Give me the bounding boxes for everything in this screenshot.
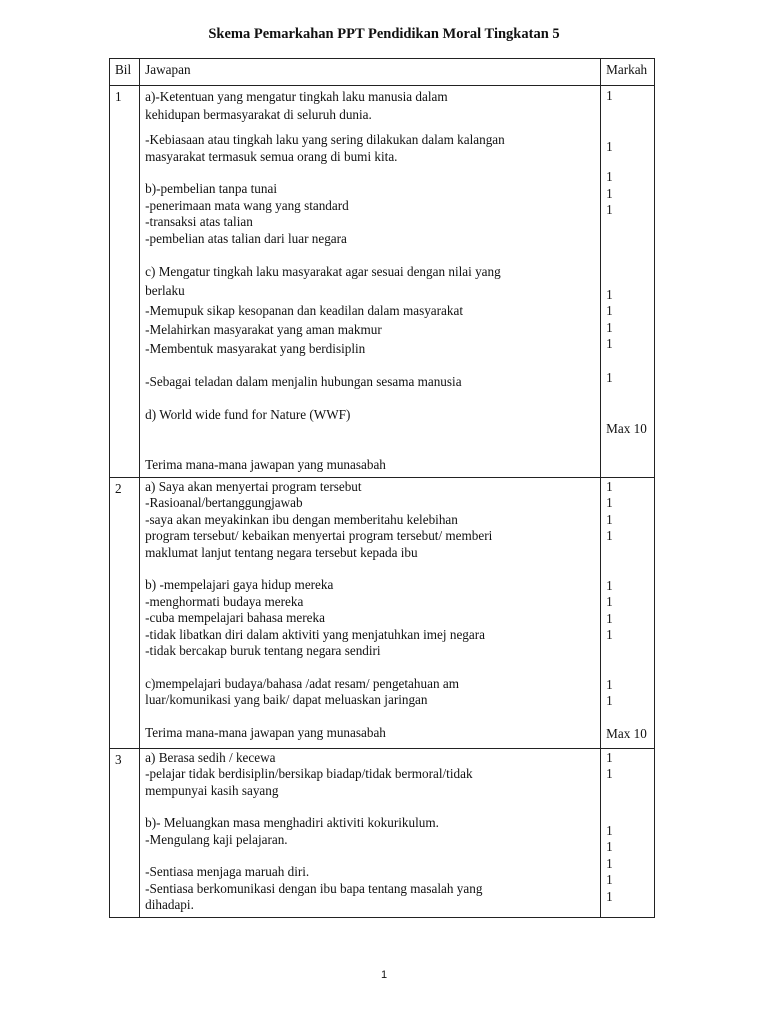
- marks-cell: [601, 86, 655, 478]
- answer-line: -tidak libatkan diri dalam aktiviti yang menjatuhkan imej negara: [145, 626, 485, 642]
- answer-line: program tersebut/ kebaikan menyertai program tersebut/ memberi: [145, 528, 493, 543]
- row-number: 1: [110, 86, 140, 478]
- mark-value: 1: [606, 594, 613, 609]
- answer-line: d) World wide fund for Nature (WWF): [145, 406, 351, 422]
- answer-line: masyarakat termasuk semua orang di bumi kita.: [145, 148, 398, 164]
- answer-line: a) Berasa sedih / kecewa: [145, 749, 276, 765]
- header-jawapan: Jawapan: [140, 59, 601, 86]
- mark-value: 1: [606, 303, 613, 318]
- mark-value: 1: [606, 286, 613, 302]
- answer-line: berlaku: [145, 283, 185, 298]
- answer-line: dihadapi.: [145, 897, 194, 912]
- answer-line: -Mengulang kaji pelajaran.: [145, 831, 288, 847]
- max-mark: Max 10: [606, 725, 647, 741]
- mark-value: 1: [606, 369, 613, 385]
- mark-value: 1: [606, 676, 613, 692]
- answer-line: -pelajar tidak berdisiplin/bersikap biadap/tidak bermoral/tidak: [145, 766, 473, 781]
- answer-line: -Memupuk sikap kesopanan dan keadilan dalam masyarakat: [145, 303, 464, 318]
- header-markah: Markah: [601, 59, 655, 86]
- mark-value: 1: [606, 855, 613, 871]
- marking-scheme-table: [109, 58, 655, 918]
- mark-value: 1: [606, 872, 613, 887]
- answer-line: kehidupan bermasyarakat di seluruh dunia.: [145, 107, 372, 122]
- answer-line: -Membentuk masyarakat yang berdisiplin: [145, 341, 366, 356]
- table-row-question-2: [110, 477, 655, 748]
- mark-value: 1: [606, 185, 613, 201]
- table-row-question-1: [110, 86, 655, 478]
- mark-value: 1: [606, 610, 613, 626]
- answer-line: b)- Meluangkan masa menghadiri aktiviti kokurikulum.: [145, 815, 439, 830]
- table-header-row: [110, 59, 655, 86]
- mark-value: 1: [606, 478, 613, 494]
- answer-line: -Kebiasaan atau tingkah laku yang sering dilakukan dalam kalangan: [145, 132, 505, 147]
- answer-line: a) Saya akan menyertai program tersebut: [145, 478, 362, 494]
- table-row-question-3: [110, 748, 655, 917]
- mark-value: 1: [606, 138, 613, 154]
- mark-value: 1: [606, 88, 613, 103]
- page-number: 1: [380, 969, 388, 981]
- answer-line: b)-pembelian tanpa tunai: [145, 181, 277, 196]
- header-bil: Bil: [110, 59, 140, 86]
- answer-line: c)mempelajari budaya/bahasa /adat resam/ pengetahuan am: [145, 675, 459, 691]
- answer-line: Terima mana-mana jawapan yang munasabah: [145, 724, 386, 740]
- answer-line: luar/komunikasi yang baik/ dapat meluaskan jaringan: [145, 692, 428, 707]
- marks-cell: [601, 748, 655, 917]
- answer-line: c) Mengatur tingkah laku masyarakat agar sesuai dengan nilai yang: [145, 264, 501, 279]
- mark-value: 1: [606, 577, 613, 593]
- mark-value: 1: [606, 169, 613, 184]
- answer-line: -cuba mempelajari bahasa mereka: [145, 610, 325, 625]
- mark-value: 1: [606, 495, 613, 510]
- mark-value: 1: [606, 319, 613, 335]
- mark-value: 1: [606, 336, 613, 351]
- mark-value: 1: [606, 202, 613, 217]
- answer-line: -Melahirkan masyarakat yang aman makmur: [145, 322, 382, 337]
- max-mark: Max 10: [606, 421, 647, 436]
- answer-cell: [140, 748, 601, 917]
- answer-line: -Sentiasa berkomunikasi dengan ibu bapa tentang masalah yang: [145, 880, 483, 896]
- answer-line: -transaksi atas talian: [145, 214, 253, 229]
- marks-cell: [601, 477, 655, 748]
- mark-value: 1: [606, 888, 613, 904]
- answer-line: mempunyai kasih sayang: [145, 782, 279, 798]
- answer-line: -pembelian atas talian dari luar negara: [145, 230, 347, 246]
- answer-line: -Rasioanal/bertanggungjawab: [145, 495, 303, 510]
- mark-value: 1: [606, 511, 613, 527]
- mark-value: 1: [606, 839, 613, 854]
- row-number: 2: [110, 477, 140, 748]
- answer-line: -penerimaan mata wang yang standard: [145, 197, 349, 213]
- mark-value: 1: [606, 749, 613, 765]
- mark-value: 1: [606, 822, 613, 838]
- answer-line: -Sentiasa menjaga maruah diri.: [145, 864, 310, 879]
- mark-value: 1: [606, 627, 613, 642]
- mark-value: 1: [606, 766, 613, 781]
- answer-line: -saya akan meyakinkan ibu dengan memberitahu kelebihan: [145, 511, 458, 527]
- document-title: Skema Pemarkahan PPT Pendidikan Moral Tingkatan 5: [208, 26, 560, 42]
- answer-line: Terima mana-mana jawapan yang munasabah: [145, 457, 386, 472]
- answer-cell: [140, 86, 601, 478]
- answer-line: maklumat lanjut tentang negara tersebut kepada ibu: [145, 544, 418, 560]
- answer-line: -tidak bercakap buruk tentang negara sendiri: [145, 643, 381, 658]
- answer-line: -menghormati budaya mereka: [145, 593, 304, 609]
- mark-value: 1: [606, 693, 613, 708]
- answer-line: a)-Ketentuan yang mengatur tingkah laku manusia dalam: [145, 89, 448, 104]
- answer-cell: [140, 477, 601, 748]
- answer-line: -Sebagai teladan dalam menjalin hubungan sesama manusia: [145, 374, 462, 389]
- answer-line: b) -mempelajari gaya hidup mereka: [145, 577, 334, 592]
- row-number: 3: [110, 748, 140, 917]
- mark-value: 1: [606, 528, 613, 543]
